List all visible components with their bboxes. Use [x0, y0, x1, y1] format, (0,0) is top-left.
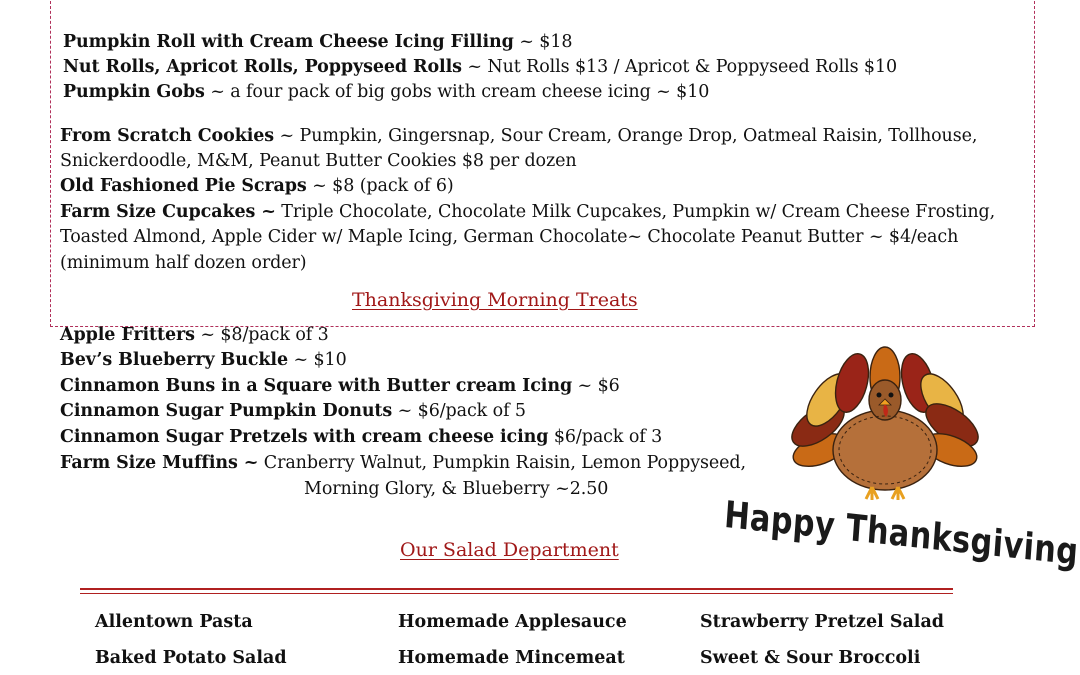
item-desc: ~ Pumpkin, Gingersnap, Sour Cream, Orange Drop, Oatmeal Raisin, Tollhouse, [274, 126, 978, 146]
morning-treats-heading: Thanksgiving Morning Treats [352, 289, 638, 311]
item-desc: Snickerdoodle, M&M, Peanut Butter Cookies $8 per dozen [60, 151, 577, 171]
salad-department-heading: Our Salad Department [400, 539, 619, 561]
divider-rule-bottom [80, 593, 953, 594]
salad-item: Homemade Applesauce [398, 612, 627, 632]
item-desc: ~ $6/pack of 5 [392, 401, 526, 421]
item-desc: (minimum half dozen order) [60, 253, 307, 273]
item-name: Pumpkin Gobs [63, 82, 205, 102]
salad-item: Allentown Pasta [95, 612, 253, 632]
item-desc: ~ $8/pack of 3 [194, 325, 329, 345]
menu-item-cupcakes-note [60, 252, 306, 274]
item-name: Bev’s Blueberry Buckle [60, 350, 289, 370]
menu-item-apple-fritters [60, 324, 329, 346]
item-name: Farm Size Muffins ~ [60, 453, 259, 473]
item-desc: ~ $8 (pack of 6) [306, 176, 454, 196]
item-desc: ~ Nut Rolls $13 / Apricot & Poppyseed Rolls $10 [461, 57, 898, 77]
item-desc: ~ $18 [513, 32, 573, 52]
menu-item-pie-scraps [60, 175, 454, 197]
item-name: Old Fashioned Pie Scraps [60, 176, 307, 196]
item-desc: Morning Glory, & Blueberry ~2.50 [304, 479, 609, 499]
salad-item: Homemade Mincemeat [398, 648, 625, 668]
menu-item-cupcakes-cont [60, 226, 958, 248]
menu-item-cookies [60, 125, 977, 147]
item-name: Cinnamon Sugar Pretzels with cream cheese icing [60, 427, 549, 447]
menu-item-cinnamon-buns [60, 375, 620, 397]
menu-item-pumpkin-roll [63, 31, 572, 53]
item-desc: ~ $6 [572, 376, 620, 396]
menu-item-pumpkin-gobs [63, 81, 709, 103]
menu-item-cookies-cont [60, 150, 577, 172]
item-desc: Cranberry Walnut, Pumpkin Raisin, Lemon Poppyseed, [258, 453, 746, 473]
menu-item-nut-rolls [63, 56, 897, 78]
divider-rule-top [80, 588, 953, 590]
happy-thanksgiving-caption: Happy Thanksgiving [722, 493, 1080, 574]
item-name: Farm Size Cupcakes ~ [60, 202, 276, 222]
item-desc: Triple Chocolate, Chocolate Milk Cupcakes, Pumpkin w/ Cream Cheese Frosting, [275, 202, 996, 222]
salad-item: Strawberry Pretzel Salad [700, 612, 945, 632]
menu-item-pretzels [60, 426, 662, 448]
item-name: Cinnamon Buns in a Square with Butter cream Icing [60, 376, 573, 396]
menu-item-muffins-cont [304, 478, 608, 500]
item-desc: Toasted Almond, Apple Cider w/ Maple Icing, German Chocolate~ Chocolate Peanut Butter ~ $4/each [60, 227, 959, 247]
item-name: Nut Rolls, Apricot Rolls, Poppyseed Rolls [63, 57, 462, 77]
item-desc: ~ a four pack of big gobs with cream cheese icing ~ $10 [204, 82, 710, 102]
item-desc: ~ $10 [288, 350, 347, 370]
salad-item: Sweet & Sour Broccoli [700, 648, 921, 668]
turkey-icon [780, 345, 990, 505]
item-name: Pumpkin Roll with Cream Cheese Icing Filling [63, 32, 514, 52]
menu-item-blueberry-buckle [60, 349, 347, 371]
salad-item: Baked Potato Salad [95, 648, 287, 668]
item-name: From Scratch Cookies [60, 126, 275, 146]
menu-item-pumpkin-donuts [60, 400, 526, 422]
item-desc: $6/pack of 3 [548, 427, 663, 447]
menu-item-cupcakes [60, 201, 995, 223]
item-name: Apple Fritters [60, 325, 195, 345]
item-name: Cinnamon Sugar Pumpkin Donuts [60, 401, 393, 421]
menu-item-muffins [60, 452, 746, 474]
